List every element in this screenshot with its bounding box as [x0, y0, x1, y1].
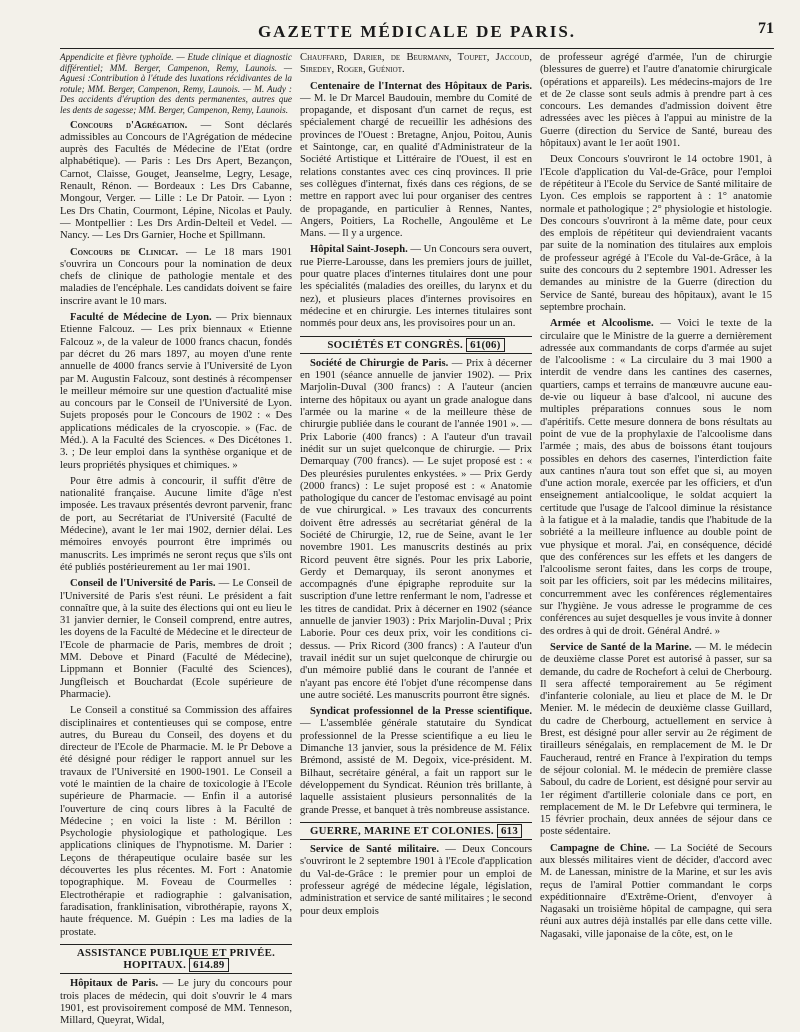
- paragraph: Hôpitaux de Paris. — Le jury du concours pour trois places de médecin, qui doit s'ouvrir le 4 mars 1901, est provisoirement composé de MM. Tenneson, Millard, Queyrat, Widal,: [60, 978, 292, 1027]
- paragraph: Armée et Alcoolisme. — Voici le texte de la circulaire que le Ministre de la guerre a dernièrement adressée aux commandants de corps d'armée au sujet de l'alcoolisme : « La circulaire du 3 mai 1900 a interdit de vendre dans les cantines des casernes, quartiers, camps et terrains de manœuvre aucune eau-de-vie ou liqueur à base d'alcool, ni aucune des multiples préparations connues sous le nom d'apéritifs. Cette mesure donnera de bons résultats au point de vue de la prophylaxie de l'alcoolisme dans l'armée ; mais, des abus de boissons étant toujours possibles en dehors des casernes, l'interdiction faite aux cantines n'aura tout son effet que si, au moyen d'une action morale, exercée par les officiers, et d'un enseignement antialcoolique, le soldat acquiert la certitude que l'usage de l'alcool diminue la résistance à la fatigue et à la maladie, tandis que l'habitude de la sobriété a la meilleure influence au double point de vue physique et moral. J'ai, en conséquence, décidé que des conférences sur les effets et les dangers de l'alcoolisme seront faites, dans les corps de troupe, soit par les officiers, soit par les médecins militaires, concurremment avec les conférences réglementaires sur l'hygiène. Je vous adresse le programme de ces conférences au sujet desquelles je vous invite à donner des ordres à qui de droit. Général André. »: [540, 318, 772, 637]
- paragraph: Deux Concours s'ouvriront le 14 octobre 1901, à l'Ecole d'application du Val-de-Grâce, pour l'emploi de répétiteur à l'Ecole du Service de Santé militaire de Lyon. Ces emplois se rapportent à : 1° anatomie normale et pathologique ; 2° physiologie et histologie. Des concours s'ouvriront à la même date, pour ceux des emplois de répétiteur qui deviendraient vacants par suite de la nomination des titulaires aux emplois de professeur agrégé à l'Ecole du Val-de-Grâce, à la suite des concours du 2 septembre 1901. Adresser les demandes au ministre de la Guerre (direction du Service de Santé, bureau des hôpitaux), avant le 15 septembre prochain.: [540, 154, 772, 313]
- paragraph-heading: Service de Santé militaire.: [310, 844, 439, 856]
- page-number: 71: [758, 20, 774, 37]
- column-1: [60, 52, 292, 1032]
- paragraph: Centenaire de l'Internat des Hôpitaux de Paris. — M. le Dr Marcel Baudouin, membre du Comité de propagande, et disposant d'un carnet de reçus, est spécialement chargé de recueillir les adhésions des provinces de l'Ouest : Bretagne, Anjou, Poitou, Aunis et Saintonge, car, en qualité d'Administrateur de la Société Artistique et Littéraire de l'Ouest, il est en relations constantes avec ces cinq provinces. Il prie ses collègues d'internat, fixés dans ces régions, de se mettre en rapport avec lui pour organiser des centres de propagande, en particulier à Rennes, Nantes, Angers, Poitiers, La Rochelle, Angoulême et Le Mans. — Il y a urgence.: [300, 80, 532, 240]
- paragraph: Campagne de Chine. — La Société de Secours aux blessés militaires vient de décider, d'accord avec M. de Lanessan, ministre de la Marine, et sur les avis reçus de l'amiral Pottier commandant le corps expéditionnaire d'Extrême-Orient, d'envoyer à Nagasaki un troisième hôpital de campagne, qui sera réuni aux autres déjà installés par elle dans cette ville. Nagasaki, ville japonaise de la côte, est, on le: [540, 842, 772, 940]
- section-header: ASSISTANCE PUBLIQUE ET PRIVÉE. HOPITAUX. 614.89: [60, 944, 292, 975]
- paragraph: de professeur agrégé d'armée, l'un de chirurgie (blessures de guerre) et l'autre d'anatomie chirurgicale (opérations et appareils). Les médecins-majors de 1re et de 2e classe sont seuls admis à prendre part à ces concours. Les demandes d'admission doivent être adressées avec les pièces à l'appui au ministre de la Guerre (direction du Service de Santé, bureau des hôpitaux) avant le 1er août 1901.: [540, 52, 772, 150]
- paragraph-heading: Faculté de Médecine de Lyon.: [70, 312, 212, 324]
- paragraph: Hôpital Saint-Joseph. — Un Concours sera ouvert, rue Pierre-Larousse, dans les premiers jours de juillet, pour quatre places d'internes titulaires dont une pour les spécialités (maladies des oreilles, du larynx et du nez), et plusieurs places d'internes provisoires en médecine et en chirurgie. Les internes titulaires sont nommés pour deux ans, les provisoires pour un an.: [300, 244, 533, 330]
- paragraph: Appendicite et fièvre typhoïde. — Etude clinique et diagnostic différentiel; MM. Berger, Campenon, Remy, Launois. — Aguesi :Contribution à l'étude des luxations récidivantes de la rotule; MM. Berger, Campenon, Remy, Launois. — M. Audy : Des accidents d'éruption des dents permanentes, autres que les dents de sagesse; MM. Berger, Campenon, Remy, Launois.: [60, 52, 292, 115]
- paragraph: Service de Santé de la Marine. — M. le médecin de deuxième classe Poret est autorisé à passer, sur sa demande, du cadre de Rochefort à celui de Cherbourg. Il sera affecté temporairement au 5e régiment d'infanterie coloniale, au lieu et place de M. le Dr Menier. M. le médecin de deuxième classe Guillard, du cadre de Cherbourg, actuellement en service à Brest, est désigné pour aller servir au 2e régiment de tirailleurs sénégalais, en remplacement de M. le Dr Faucheraud, rentré en France à l'expiration du temps de séjour colonial. M. le médecin de première classe Saboul, du cadre de Lorient, est désigné pour servir au 1er régiment d'artillerie coloniale dans ce port, en remplacement de M. le Dr Lefebvre qui terminera, le 15 février prochain, deux années de séjour dans ce poste sédentaire.: [540, 641, 772, 838]
- paragraph-heading: Service de Santé de la Marine.: [550, 641, 692, 653]
- paragraph: Société de Chirurgie de Paris. — Prix à décerner en 1901 (séance annuelle de janvier 1902). — Prix Marjolin-Duval (300 francs) : A l'auteur (ancien interne des hôpitaux ou ayant un grade analogue dans l'armée ou la marine « de la meilleure thèse de chirurgie publiée dans le courant de l'année 1901 ». — Prix Laborie (400 francs) : A l'auteur d'un travail inédit sur un sujet quelconque de chirurgie. — Prix Demarquay (700 francs). — Le sujet proposé est : « Des pleurésies purulentes enkystées. » — Prix Gerdy (2000 francs) : Le sujet proposé est : « Anatomie pathologique du cancer de l'estomac envisagé au point de vue chirurgical. » Les travaux des concurrents doivent être adressés au secrétariat général de la Société de Chirurgie, 12, rue de Seine, avant le 1er novembre 1901. Les manuscrits destinés au prix Ricord peuvent être signés. Pour les prix Laborie, Gerdy et Demarquay, ils seront anonymes et accompagnés d'une épigraphe reproduite sur la suscription d'une lettre renfermant le nom, l'adresse et les titres de candidat. Prix à décerner en 1902 (séance annuelle de janvier 1903) : Prix Marjolin-Duval ; Prix Laborie. Pour ces deux prix, voir les conditions ci-dessus. — Prix Ricord (300 francs) : A l'auteur d'un travail inédit sur un sujet quelconque de chirurgie ou d'un mémoire publié dans le courant de l'année et n'ayant pas encore été l'objet d'une récompense dans une autre société. Les manuscrits pourront être signés.: [300, 357, 532, 701]
- section-header: GUERRE, MARINE ET COLONIES. 613: [300, 822, 532, 840]
- column-2: [300, 52, 532, 922]
- paragraph: Le Conseil a constitué sa Commission des affaires disciplinaires et contentieuses qui se compose, entre autres, du Bureau du Conseil, des doyens et du directeur de l'Ecole de Pharmacie. M. le Pr Debove a été désigné pour rédiger le rapport annuel sur les travaux de l'Université en 1900-1901. Le Conseil a voté le maintien de la chaire de toxicologie à l'Ecole supérieure de Pharmacie. — Enfin il a autorisé l'ouverture de cinq cours libres à la Faculté de Médecine ; en voici la liste : M. Bérillon : Psychologie physiologique et pathologique. Les applications cliniques de l'hypnotisme. M. Darier : Leçons de thérapeutique oculaire basée sur les découvertes les plus récentes. M. Fort : Anatomie topographique. M. Foveau de Courmelles : Electrothérapie et radiographie : galvanisation, faradisation, franklinisation, vibrothérapie, rayons X, haute fréquence. M. Guépin : Les ma ladies de la prostate.: [60, 705, 292, 938]
- section-header: SOCIÉTÉS ET CONGRÈS. 61(06): [300, 336, 532, 354]
- paragraph: Faculté de Médecine de Lyon. — Prix biennaux Etienne Falcouz. — Les prix biennaux « Etienne Falcouz », de la valeur de 1000 francs chacun, fondés par décret du 26 mars 1897, au moyen d'une rente annuelle de 4000 francs servie à l'Université de Lyon par M. Augustin Falcouz, sont destinés à récompenser le meilleur mémoire sur une question d'actualité mise au concours par le Conseil de l'Université de Lyon. Sujets proposés pour le Concours de 1902 : « Des applications médicales de la cryoscopie. » (Fac. de Méd.). A la Faculté des Sciences. « Des Dicétones 1. 3. ; De leur emploi dans la synthèse organique et de leurs propriétés physiques et chimiques. »: [60, 312, 292, 471]
- section-code: 614.89: [189, 958, 229, 972]
- paragraph-heading: Société de Chirurgie de Paris.: [310, 357, 449, 369]
- paragraph-heading: Hôpitaux de Paris.: [70, 978, 159, 990]
- paragraph-heading: Concours d'Agrégation.: [70, 119, 188, 131]
- paragraph-heading: Syndicat professionnel de la Presse scientifique.: [310, 706, 532, 718]
- paragraph-heading: Concours de Clinicat.: [70, 246, 179, 258]
- column-3: [540, 52, 772, 945]
- paragraph-heading: Campagne de Chine.: [550, 842, 650, 854]
- paragraph-heading: Armée et Alcoolisme.: [550, 318, 654, 330]
- running-header: [60, 18, 774, 49]
- paragraph: Service de Santé militaire. — Deux Concours s'ouvriront le 2 septembre 1901 à l'Ecole d'application du Val-de-Grâce : le premier pour un emploi de professeur agrégé de médecine légale, législation, administration et service de santé militaires ; le second pour deux emplois: [300, 844, 533, 917]
- paragraph: Syndicat professionnel de la Presse scientifique. — L'assemblée générale statutaire du Syndicat professionnel de la Presse scientifique a eu lieu le Dimanche 13 janvier, sous la présidence de M. Félix Brémond, assisté de M. Degoix, vice-président. M. Bilhaut, secrétaire général, a fait un rapport sur le développement du Syndicat. Réunion très brillante, à laquelle assistaient plusieurs personnalités de la grande Presse, et banquet à très nombreuse assistance.: [300, 706, 532, 816]
- section-code: 613: [497, 824, 522, 838]
- paragraph: Pour être admis à concourir, il suffit d'être de nationalité française. Aucune limite d'âge n'est imposée. Les travaux présentés devront parvenir, franc de port, au Secrétariat de l'Université (Faculté de Médecine), avant le 1er mai 1902, dernier délai. Les mémoires envoyés pourront être imprimés ou manuscrits. Les imprimés ne seront reçus que s'ils ont été publiés postérieurement au 1er mai 1901.: [60, 475, 292, 573]
- paragraph-heading: Hôpital Saint-Joseph.: [310, 244, 408, 256]
- paragraph: Concours de Clinicat. — Le 18 mars 1901 s'ouvrira un Concours pour la nomination de deux chefs de clinique de pathologie mentale et des maladies de l'encéphale. Les candidats doivent se faire inscrire avant le 10 mars.: [60, 246, 293, 307]
- paragraph: Concours d'Agrégation. — Sont déclarés admissibles au Concours de l'Agrégation de médecine auprès des Facultés de Médecine de l'Etat (ordre alphabétique). — Paris : Les Drs Apert, Bezançon, Carnot, Claisse, Gouget, Jeanselme, Legry, Lesage, Renault, Rénon. — Bordeaux : Les Drs Cabanne, Mongour, Verger. — Lille : Le Dr Patoir. — Lyon : Les Drs Chatin, Courmont, Lépine, Nicolas et Pauly. — Montpellier : Les Drs Ardin-Delteil et Vedel. — Nancy. — Les Drs Garnier, Hoche et Spillmann.: [60, 119, 292, 242]
- journal-title: GAZETTE MÉDICALE DE PARIS.: [257, 22, 577, 41]
- paragraph: Chauffard, Darier, de Beurmann, Toupet, Jaccoud, Siredey, Roger, Guéniot.: [300, 52, 532, 76]
- paragraph-heading: Centenaire de l'Internat des Hôpitaux de Paris.: [310, 80, 532, 92]
- paragraph-heading: Conseil de l'Université de Paris.: [70, 578, 216, 590]
- section-code: 61(06): [466, 338, 505, 352]
- paragraph: Conseil de l'Université de Paris. — Le Conseil de l'Université de Paris s'est réuni. Le président a fait connaître que, à la suite des élections qui ont eu lieu le 31 janvier dernier, le Conseil comprend, entre autres, les doyens de la Faculté de Médecine et le directeur de l'Ecole de pharmacie de Paris, membres de droit ; MM. Debove et Pinard (Faculté de Médecine), Lippmann et Bonnier (Faculté des Sciences), Jungfleisch et Bouchardat (Ecole supérieure de Pharmacie).: [60, 578, 292, 700]
